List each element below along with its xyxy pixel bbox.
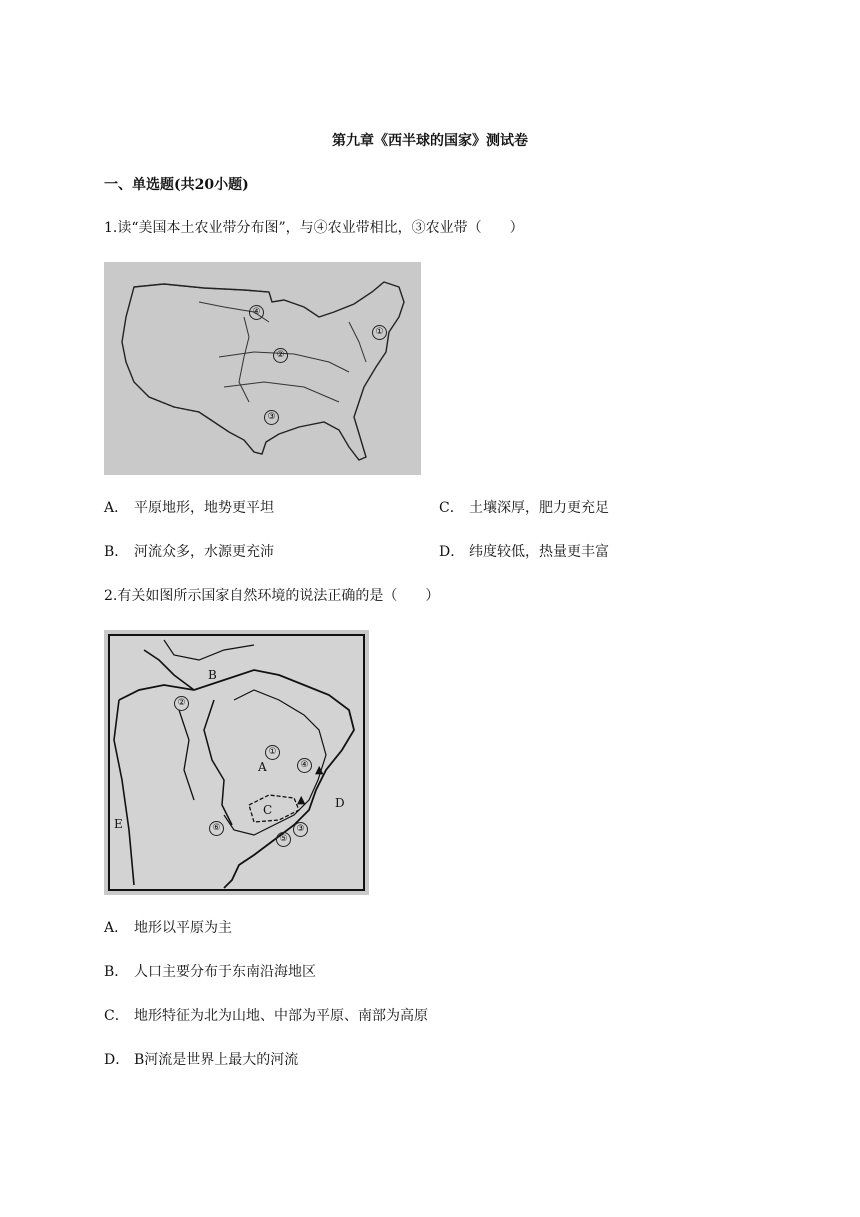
question-2-option-d[interactable] — [104, 1051, 298, 1069]
question-1-option-b[interactable] — [104, 543, 274, 561]
triangle-2: ▲ — [297, 793, 306, 806]
question-1-option-d[interactable] — [439, 543, 609, 561]
option-text: 地形特征为北为山地、中部为平原、南部为高原 — [134, 1008, 428, 1024]
option-label: D． — [104, 1052, 130, 1068]
label-e: E — [114, 817, 123, 831]
label-c: C — [263, 803, 273, 817]
question-1-option-c[interactable] — [439, 499, 609, 517]
question-2-option-b[interactable] — [104, 963, 316, 981]
question-1-option-a[interactable] — [104, 499, 274, 517]
marker-3: ③ — [293, 822, 308, 837]
question-2-option-a[interactable] — [104, 919, 232, 937]
marker-4: ④ — [297, 758, 312, 773]
label-b: B — [208, 668, 217, 682]
option-label: D． — [439, 544, 465, 560]
question-1-stem: 1.读“美国本土农业带分布图”，与④农业带相比，③农业带（ ） — [104, 220, 524, 236]
marker-5: ⑤ — [276, 832, 291, 847]
option-label: A． — [104, 920, 129, 936]
page-title: 第九章《西半球的国家》测试卷 — [332, 133, 528, 149]
option-text: 河流众多，水源更充沛 — [134, 544, 274, 560]
region-3-marker: ③ — [264, 410, 279, 425]
option-text: 人口主要分布于东南沿海地区 — [134, 964, 316, 980]
option-text: 平原地形，地势更平坦 — [134, 500, 274, 516]
option-text: 土壤深厚，肥力更充足 — [469, 500, 609, 516]
question-2-option-c[interactable] — [104, 1007, 428, 1025]
option-text: 纬度较低，热量更丰富 — [469, 544, 609, 560]
region-4-marker: ④ — [249, 305, 264, 320]
option-label: C． — [104, 1008, 129, 1024]
section-heading: 一、单选题(共20小题) — [104, 177, 249, 193]
option-label: B． — [104, 964, 129, 980]
brazil-map — [104, 630, 369, 895]
question-2-stem: 2.有关如图所示国家自然环境的说法正确的是（ ） — [104, 588, 440, 604]
option-label: B． — [104, 544, 129, 560]
us-agriculture-map — [104, 262, 421, 475]
label-a: A — [258, 760, 267, 774]
triangle-1: ▲ — [315, 763, 324, 776]
option-text: B河流是世界上最大的河流 — [134, 1052, 299, 1068]
marker-2: ② — [174, 696, 189, 711]
marker-1: ① — [265, 745, 280, 760]
option-text: 地形以平原为主 — [134, 920, 232, 936]
option-label: A． — [104, 500, 129, 516]
marker-6: ⑥ — [209, 821, 224, 836]
option-label: C． — [439, 500, 464, 516]
label-d: D — [335, 796, 345, 810]
region-1-marker: ① — [372, 325, 387, 340]
region-2-marker: ② — [273, 348, 288, 363]
